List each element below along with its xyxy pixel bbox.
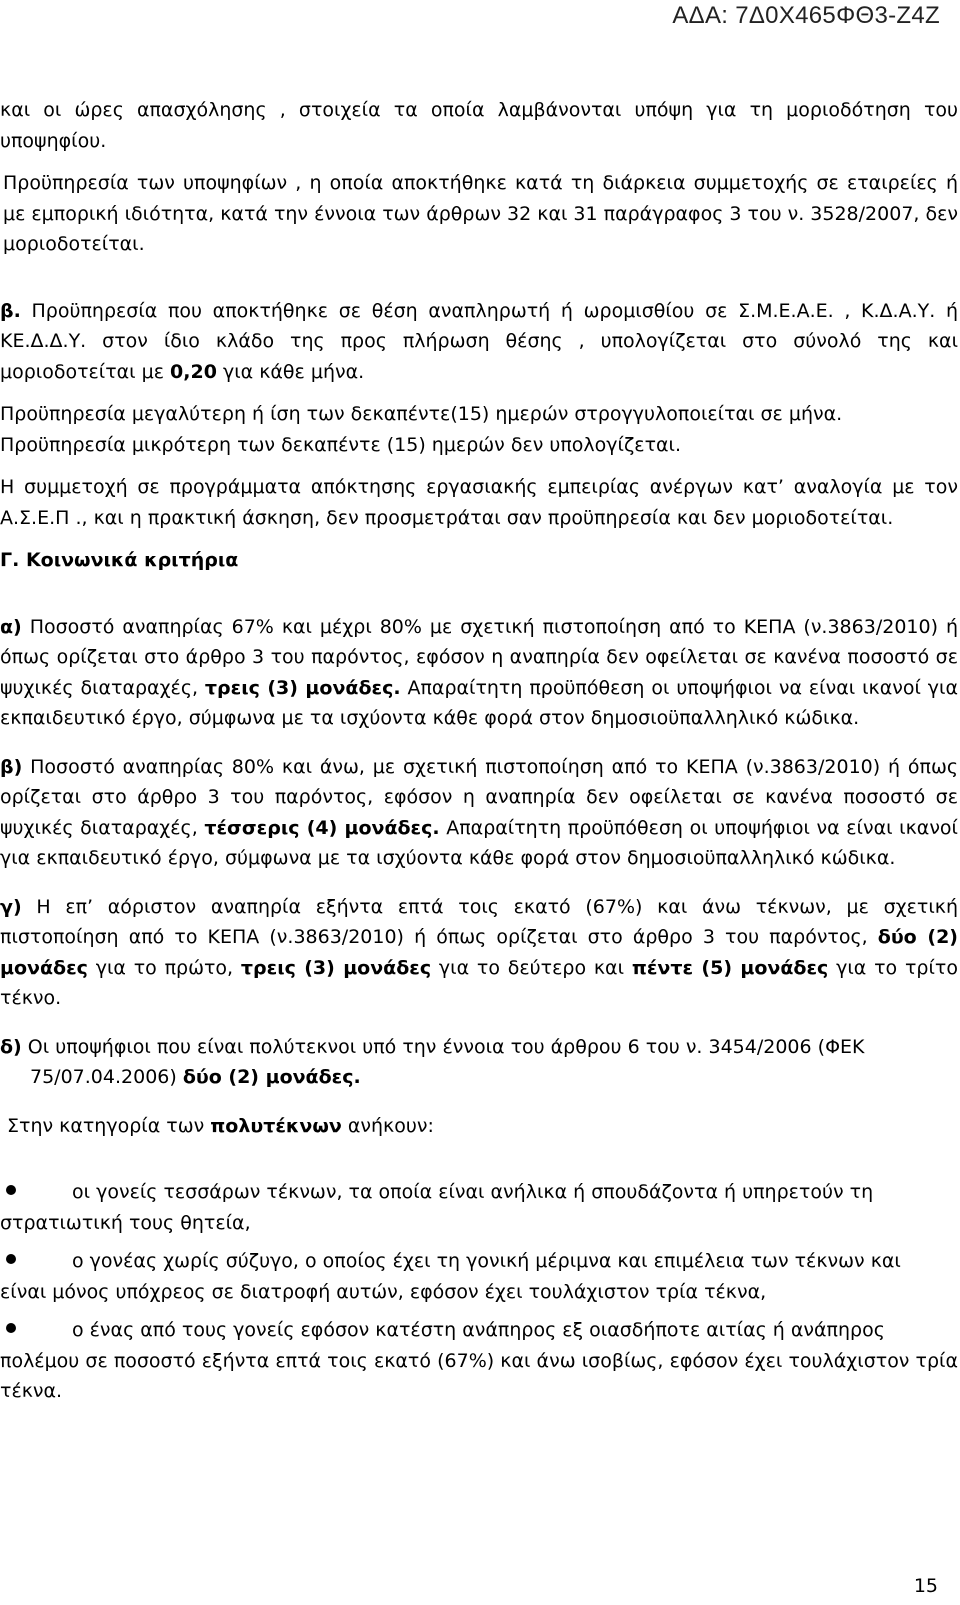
criterion-b-label: β) [0, 755, 23, 778]
criterion-d-points: δύο (2) μονάδες. [182, 1066, 361, 1088]
criterion-b: β) Ποσοστό αναπηρίας 80% και άνω, με σχετική πιστοποίηση από το ΚΕΠΑ (ν.3863/2010) ή όπως ορίζεται στο άρθρο 3 του παρόντος, εφόσον η αναπηρία δεν οφείλεται σε κανένα ποσοστό σε ψυχικές διαταραχές, τέσσερις (4) μονάδες. Απαραίτητη προϋπόθεση οι υποψήφιοι να είναι ικανοί για εκπαιδευτικό έργο, σύμφωνα με τα ισχύοντα κάθε φορά στον δημοσιοϋπαλληλικό κώδικα. [0, 755, 958, 869]
criterion-d-label: δ) [0, 1035, 22, 1058]
list-item: οι γονείς τεσσάρων τέκνων, τα οποία είναι ανήλικα ή σπουδάζοντα ή υπηρετούν τη [0, 1177, 958, 1208]
bullet-list [0, 1177, 958, 1407]
bullet-icon [6, 1185, 16, 1195]
beta-label: β. [0, 299, 21, 322]
list-item-continued: είναι μόνος υπόχρεος σε διατροφή αυτών, εφόσον έχει τουλάχιστον τρία τέκνα, [0, 1280, 767, 1303]
beta-value: 0,20 [170, 360, 217, 383]
ada-code: ΑΔΑ: 7Δ0Χ465ΦΘ3-Ζ4Ζ [672, 2, 940, 29]
bullet-icon [6, 1254, 16, 1264]
paragraph-programs: Η συμμετοχή σε προγράμματα απόκτησης εργασιακής εμπειρίας ανέργων κατ’ αναλογία με τον Α.Σ.Ε.Π ., και η πρακτική άσκηση, δεν προσμετράται σαν προϋπηρεσία και δεν μοριοδοτείται. [0, 476, 958, 529]
criterion-d: δ) Οι υποψήφιοι που είναι πολύτεκνοι υπό την έννοια του άρθρου 6 του ν. 3454/2006 (ΦΕΚ [0, 1035, 865, 1058]
criterion-b-points: τέσσερις (4) μονάδες. [204, 816, 440, 839]
page-number: 15 [913, 1575, 938, 1597]
criterion-c-label: γ) [0, 895, 22, 918]
paragraph-not-counted: Προϋπηρεσία μικρότερη των δεκαπέντε (15) ημερών δεν υπολογίζεται. [0, 433, 682, 456]
paragraph-rounding: Προϋπηρεσία μεγαλύτερη ή ίση των δεκαπέντε(15) ημερών στρογγυλοποιείται σε μήνα. [0, 403, 843, 425]
criterion-a: α) Ποσοστό αναπηρίας 67% και μέχρι 80% με σχετική πιστοποίηση από το ΚΕΠΑ (ν.3863/2010) ή όπως ορίζεται στο άρθρο 3 του παρόντος, εφόσον η αναπηρία δεν οφείλεται σε κανένα ποσοστό σε ψυχικές διαταραχές, τρεις (3) μονάδες. Απαραίτητη προϋπόθεση οι υποψήφιοι να είναι ικανοί για εκπαιδευτικό έργο, σύμφωνα με τα ισχύοντα κάθε φορά στον δημοσιοϋπαλληλικό κώδικα. [0, 615, 958, 729]
criterion-c: γ) Η επ’ αόριστον αναπηρία εξήντα επτά τοις εκατό (67%) και άνω τέκνων, με σχετική πιστοποίηση από το ΚΕΠΑ (ν.3863/2010) ή όπως ορίζεται στο άρθρο 3 του παρόντος, δύο (2) μονάδες για το πρώτο, τρεις (3) μονάδες για το δεύτερο και πέντε (5) μονάδες για το τρίτο τέκνο. [0, 895, 958, 1009]
polytekna-term: πολυτέκνων [210, 1114, 342, 1137]
document-body [0, 95, 958, 1407]
paragraph-prior-service-companies: Προϋπηρεσία των υποψηφίων , η οποία αποκτήθηκε κατά τη διάρκεια συμμετοχής σε εταιρείες ή με εμπορική ιδιότητα, κατά την έννοια των άρθρων 32 και 31 παράγραφος 3 του ν. 3528/2007, δεν μοριοδοτείται. [3, 172, 958, 255]
beta-text-end: για κάθε μήνα. [216, 360, 365, 383]
beta-text: Προϋπηρεσία που αποκτήθηκε σε θέση αναπληρωτή ή ωρομισθίου σε Σ.Μ.Ε.Α.Ε. , Κ.Δ.Α.Υ. ή ΚΕ.Δ.Δ.Υ. στον ίδιο κλάδο της προς πλήρωση θέσης , υπολογίζεται στο σύνολό της και μοριοδοτείται με [0, 299, 958, 383]
list-item-continued: στρατιωτική τους θητεία, [0, 1211, 251, 1234]
paragraph-continuation: και οι ώρες απασχόλησης , στοιχεία τα οποία λαμβάνονται υπόψη για τη μοριοδότηση του υποψηφίου. [0, 99, 958, 152]
list-item: ο ένας από τους γονείς εφόσον κατέστη ανάπηρος εξ οιασδήποτε αιτίας ή ανάπηρος [0, 1315, 958, 1346]
criterion-c-points-third: πέντε (5) μονάδες [631, 956, 829, 979]
criterion-d-continued: 75/07.04.2006) δύο (2) μονάδες. [30, 1066, 361, 1088]
criterion-c-points-second: τρεις (3) μονάδες [240, 956, 432, 979]
paragraph-polytekna-intro: Στην κατηγορία των πολυτέκνων ανήκουν: [7, 1114, 434, 1137]
section-heading-social: Γ. Κοινωνικά κριτήρια [0, 549, 239, 571]
criterion-c-points-first: δύο (2) μονάδες [0, 926, 958, 979]
criterion-a-label: α) [0, 615, 22, 638]
list-item: ο γονέας χωρίς σύζυγο, ο οποίος έχει τη γονική μέριμνα και επιμέλεια των τέκνων και [0, 1246, 958, 1277]
criterion-a-points: τρεις (3) μονάδες. [204, 676, 401, 699]
paragraph-beta [0, 296, 958, 388]
bullet-icon [6, 1323, 16, 1333]
list-item-continued: πολέμου σε ποσοστό εξήντα επτά τοις εκατό (67%) και άνω ισοβίως, εφόσον έχει τουλάχιστον τρία τέκνα. [0, 1349, 958, 1402]
